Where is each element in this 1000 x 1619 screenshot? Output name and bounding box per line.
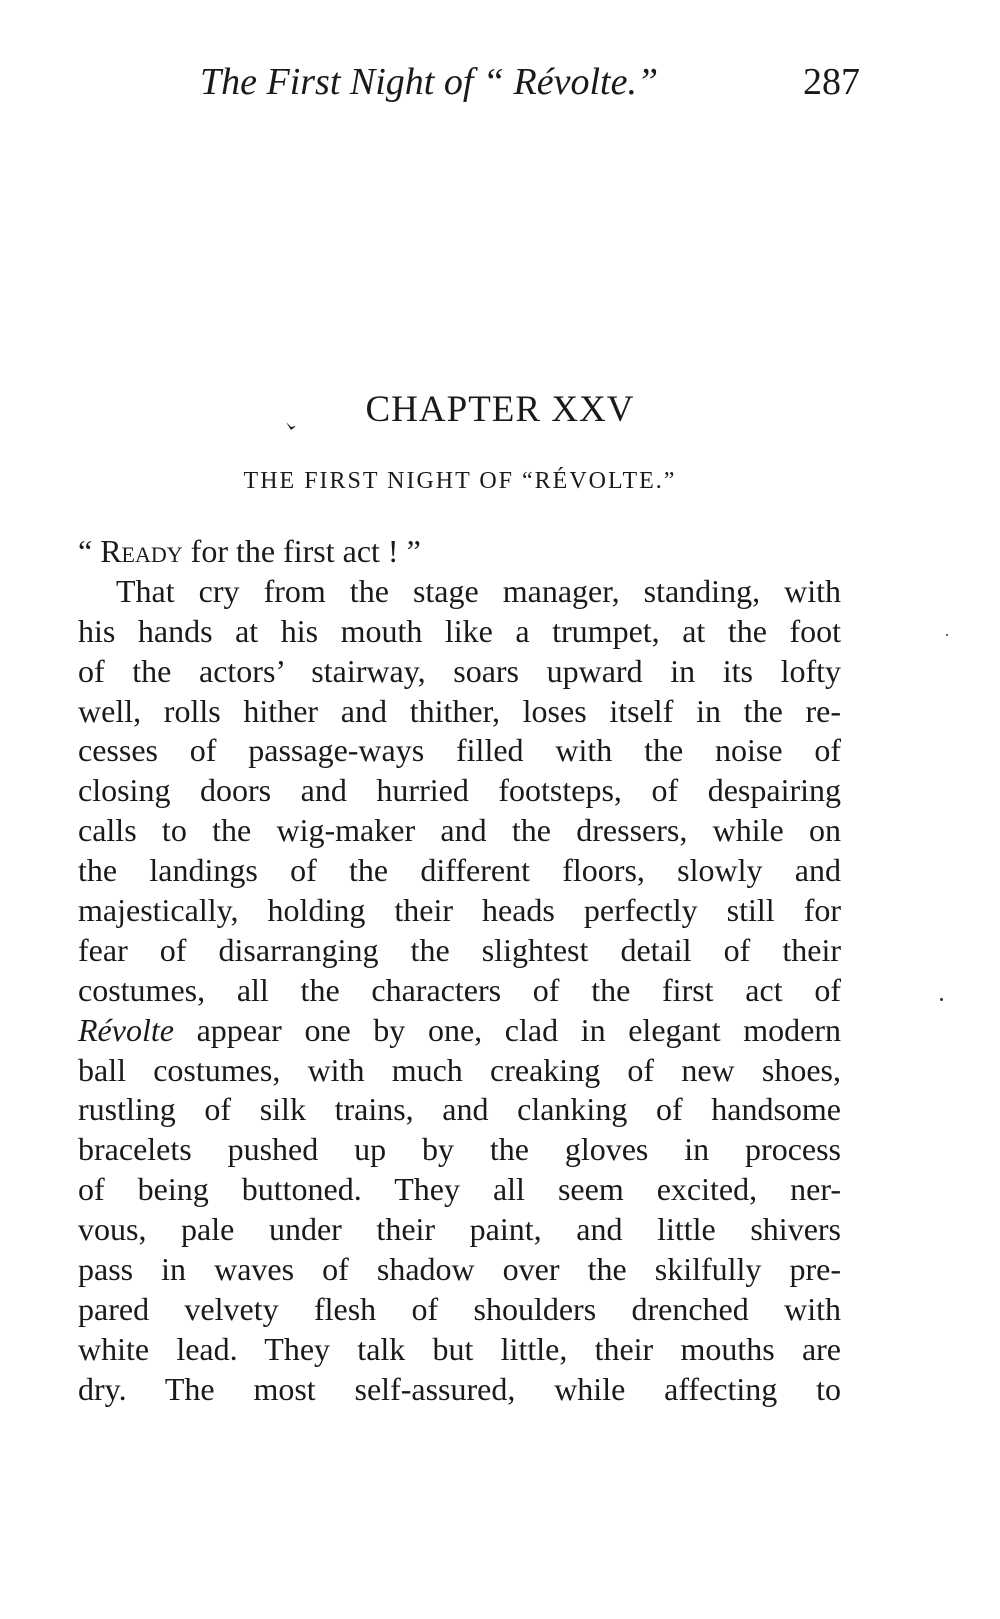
scan-speck — [946, 634, 948, 636]
text-line: dry. The most self-assured, while affecting to — [78, 1370, 841, 1407]
text-line: the landings of the different floors, slowly and — [78, 852, 841, 889]
text-line: white lead. They talk but little, their mouths are — [78, 1330, 841, 1367]
text-line: fear of disarranging the slightest detail of their — [78, 931, 841, 968]
text-line: well, rolls hither and thither, loses itself in the re- — [78, 692, 841, 729]
italic-title: Révolte — [78, 1011, 174, 1048]
text-line: his hands at his mouth like a trumpet, at the foot — [78, 612, 841, 649]
scan-speck — [940, 998, 943, 1001]
text-line: of being buttoned. They all seem excited, ner- — [78, 1171, 841, 1208]
text-line: costumes, all the characters of the first act of — [78, 971, 841, 1008]
running-head-title: The First Night of “ Révolte.” — [200, 61, 659, 103]
text-line: bracelets pushed up by the gloves in process — [78, 1131, 841, 1168]
text-line: majestically, holding their heads perfectly still for — [78, 892, 841, 929]
text-line: “ Ready for the first act ! ” — [78, 533, 421, 569]
text-line: closing doors and hurried footsteps, of despairing — [78, 772, 841, 809]
text-line: Révolte appear one by one, clad in elegant modern — [78, 1011, 841, 1048]
text-line: of the actors’ stairway, soars upward in its lofty — [78, 652, 841, 689]
text-line: cesses of passage-ways filled with the noise of — [78, 732, 841, 769]
text-line: That cry from the stage manager, standing, with — [116, 572, 841, 609]
page-number: 287 — [803, 61, 860, 103]
body-text — [78, 532, 841, 1410]
text-line: pared velvety flesh of shoulders drenched with — [78, 1290, 841, 1327]
text-line: ball costumes, with much creaking of new shoes, — [78, 1051, 841, 1088]
text-line: pass in waves of shadow over the skilfully pre- — [78, 1251, 841, 1288]
text-line: rustling of silk trains, and clanking of handsome — [78, 1091, 841, 1128]
chapter-title: THE FIRST NIGHT OF “RÉVOLTE.” — [243, 468, 677, 494]
chapter-number: CHAPTER XXV — [365, 389, 635, 430]
text-line: vous, pale under their paint, and little shivers — [78, 1211, 841, 1248]
running-head — [200, 58, 860, 106]
text-line: calls to the wig-maker and the dressers, while on — [78, 812, 841, 849]
